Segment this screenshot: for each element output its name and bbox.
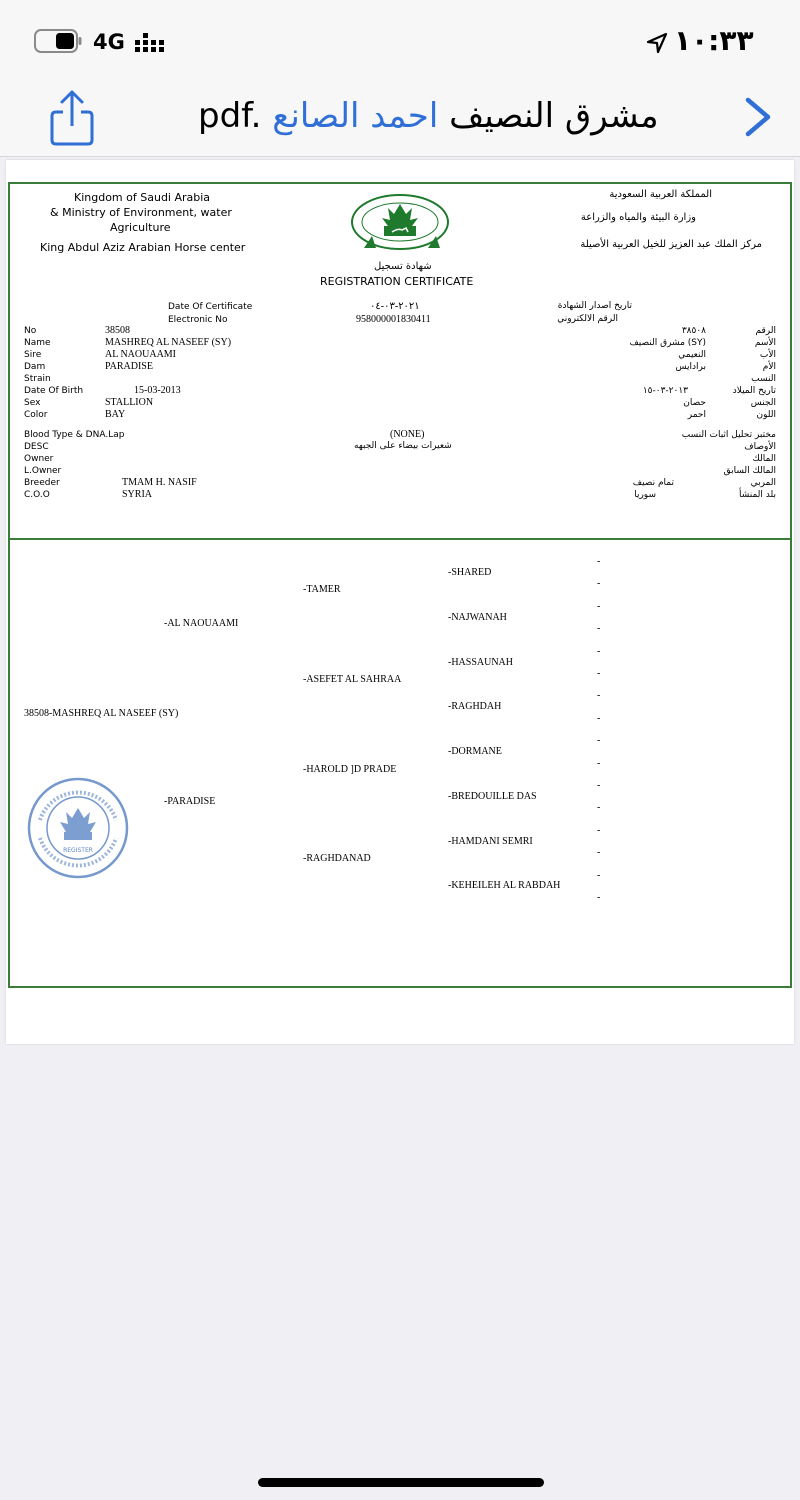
pedigree-gen4-marker: - — [597, 824, 601, 836]
field-value-ar: (SY) مشرق النصيف — [629, 338, 706, 348]
pedigree-gen4-marker: - — [597, 892, 601, 903]
field-label: Dam — [24, 362, 46, 372]
field-label-ar: تاريخ الميلاد — [732, 386, 776, 396]
title-extension: pdf. — [198, 96, 262, 136]
pedigree-gen4-marker: - — [597, 645, 601, 657]
field-value: شعيرات بيضاء على الجبهه — [354, 441, 452, 451]
electronic-label: Electronic No — [168, 315, 228, 325]
field-value: TMAM H. NASIF — [122, 477, 197, 488]
field-label-ar: الأم — [762, 362, 776, 372]
field-value: (NONE) — [390, 429, 425, 440]
date-label: Date Of Certificate — [168, 302, 253, 312]
field-value-ar: برادايس — [675, 362, 706, 372]
field-label: Sire — [24, 350, 42, 360]
pedigree-gen2: -HAROLD ]D PRADE — [303, 764, 397, 775]
field-value: 15-03-2013 — [134, 385, 181, 396]
field-value: PARADISE — [105, 361, 153, 372]
pedigree-gen4-marker: - — [597, 847, 601, 859]
pedigree-gen3: -RAGHDAH — [448, 701, 502, 712]
field-value: STALLION — [105, 397, 154, 408]
certificate-frame-bottom — [8, 538, 792, 988]
header-en-line3: Agriculture — [110, 221, 171, 234]
field-label: Sex — [24, 398, 41, 408]
field-value-ar: تمام نصيف — [632, 478, 674, 488]
field-label-ar: المربي — [750, 478, 776, 488]
certificate-title-en: REGISTRATION CERTIFICATE — [320, 275, 474, 288]
pedigree-gen3: -HASSAUNAH — [448, 657, 514, 668]
pdf-page[interactable] — [6, 160, 794, 1044]
pedigree-gen4-marker: - — [597, 600, 601, 612]
home-indicator[interactable] — [258, 1478, 544, 1487]
field-label-ar: الجنس — [750, 398, 776, 408]
battery-icon — [34, 29, 82, 53]
pedigree-gen2: -ASEFET AL SAHRAA — [303, 674, 402, 685]
navigation-bar — [0, 80, 800, 157]
header-en-line4: King Abdul Aziz Arabian Horse center — [40, 241, 246, 254]
field-value-ar: النعيمي — [678, 350, 706, 360]
header-en-line2: & Ministry of Environment, water — [50, 206, 232, 219]
field-label: Owner — [24, 454, 54, 464]
field-label: Name — [24, 338, 51, 348]
pedigree-gen4-marker: - — [597, 668, 601, 679]
field-label: No — [24, 326, 37, 336]
document-title — [198, 96, 659, 136]
field-label-ar: اللون — [756, 410, 776, 420]
pedigree-gen3: -DORMANE — [448, 746, 502, 757]
pedigree-gen4-marker: - — [597, 578, 601, 590]
pedigree-gen4-marker: - — [597, 735, 601, 747]
registration-stamp — [26, 774, 130, 882]
field-label-ar: الأب — [759, 350, 776, 360]
pedigree-gen4-marker: - — [597, 802, 601, 814]
pedigree-gen3: -KEHEILEH AL RABDAH — [448, 880, 561, 891]
field-label: DESC — [24, 442, 49, 452]
pedigree-gen1: -AL NAOUAAMI — [164, 618, 239, 629]
header-ar-line2: وزارة البيئة والمياه والزراعة — [580, 212, 696, 223]
date-value: ٢٠٢١-٠٣-٠٤ — [370, 301, 420, 312]
electronic-label-ar: الرقم الالكتروني — [557, 314, 618, 324]
field-label-ar: النسب — [751, 374, 776, 384]
field-value: AL NAOUAAMI — [105, 349, 177, 360]
title-sender: احمد الصانع — [272, 96, 439, 136]
field-value: 38508 — [105, 325, 130, 336]
share-button[interactable] — [46, 88, 98, 148]
title-name: مشرق النصيف — [449, 96, 659, 136]
field-label: Blood Type & DNA.Lap — [24, 430, 125, 440]
field-value-ar: احمر — [687, 410, 706, 420]
share-icon — [46, 88, 98, 148]
field-label-ar: الأسم — [754, 338, 776, 348]
pedigree-gen1: -PARADISE — [164, 796, 216, 807]
pedigree-gen3: -NAJWANAH — [448, 612, 507, 623]
date-label-ar: تاريخ اصدار الشهادة — [557, 301, 632, 311]
field-value-ar: سوريا — [634, 490, 656, 500]
pedigree-gen3: -HAMDANI SEMRI — [448, 836, 533, 847]
field-label-ar: بلد المنشأ — [738, 490, 776, 500]
field-label: Date Of Birth — [24, 386, 84, 396]
pedigree-gen4-marker: - — [597, 757, 601, 769]
pedigree-gen2: -RAGHDANAD — [303, 853, 371, 864]
field-label: Breeder — [24, 478, 60, 488]
pedigree-gen4-marker: - — [597, 712, 601, 724]
field-label: C.O.O — [24, 490, 50, 500]
stamp-text: REGISTER — [63, 847, 93, 854]
pedigree-gen4-marker: - — [597, 869, 601, 881]
field-value: BAY — [105, 409, 126, 420]
field-label-ar: الأوصاف — [744, 442, 776, 452]
pedigree-gen4-marker: - — [597, 780, 601, 791]
field-label: L.Owner — [24, 466, 62, 476]
field-value-ar: ٢٠١٣-٠٣-١٥ — [642, 386, 688, 396]
clock: ١٠:٣٣ — [674, 24, 754, 57]
field-label-ar: المالك — [752, 454, 776, 464]
header-ar-line3: مركز الملك عبد العزيز للخيل العربية الأصيلة — [580, 239, 762, 250]
back-button[interactable] — [738, 94, 778, 140]
pedigree-gen3: -SHARED — [448, 567, 492, 578]
chevron-right-icon — [738, 94, 778, 140]
field-value-ar: حصان — [683, 398, 706, 408]
pedigree-subject: 38508-MASHREQ AL NASEEF (SY) — [24, 708, 179, 719]
field-label: Color — [24, 410, 48, 420]
field-value-ar: ٣٨٥٠٨ — [681, 326, 706, 336]
electronic-value: 958000001830411 — [356, 314, 431, 325]
center-logo — [348, 192, 452, 256]
field-label-ar: المالك السابق — [723, 466, 776, 476]
field-label-ar: الرقم — [755, 326, 776, 336]
location-arrow-icon — [646, 32, 668, 54]
network-type: 4G — [93, 30, 125, 54]
field-label: Strain — [24, 374, 51, 384]
signal-icon — [134, 31, 170, 53]
pedigree-gen4-marker: - — [597, 556, 601, 567]
pedigree-gen4-marker: - — [597, 690, 601, 702]
pedigree-gen4-marker: - — [597, 623, 601, 635]
header-en-line1: Kingdom of Saudi Arabia — [74, 191, 211, 204]
field-value: SYRIA — [122, 489, 153, 500]
status-bar — [0, 0, 800, 80]
pedigree-gen2: -TAMER — [303, 584, 341, 595]
pedigree-gen3: -BREDOUILLE DAS — [448, 791, 537, 802]
field-label-ar: مختبر تحليل اثبات النسب — [681, 430, 776, 440]
certificate-title-ar: شهادة تسجيل — [374, 261, 432, 272]
header-ar-line1: المملكة العربية السعودية — [609, 189, 712, 200]
field-value: MASHREQ AL NASEEF (SY) — [105, 337, 232, 348]
